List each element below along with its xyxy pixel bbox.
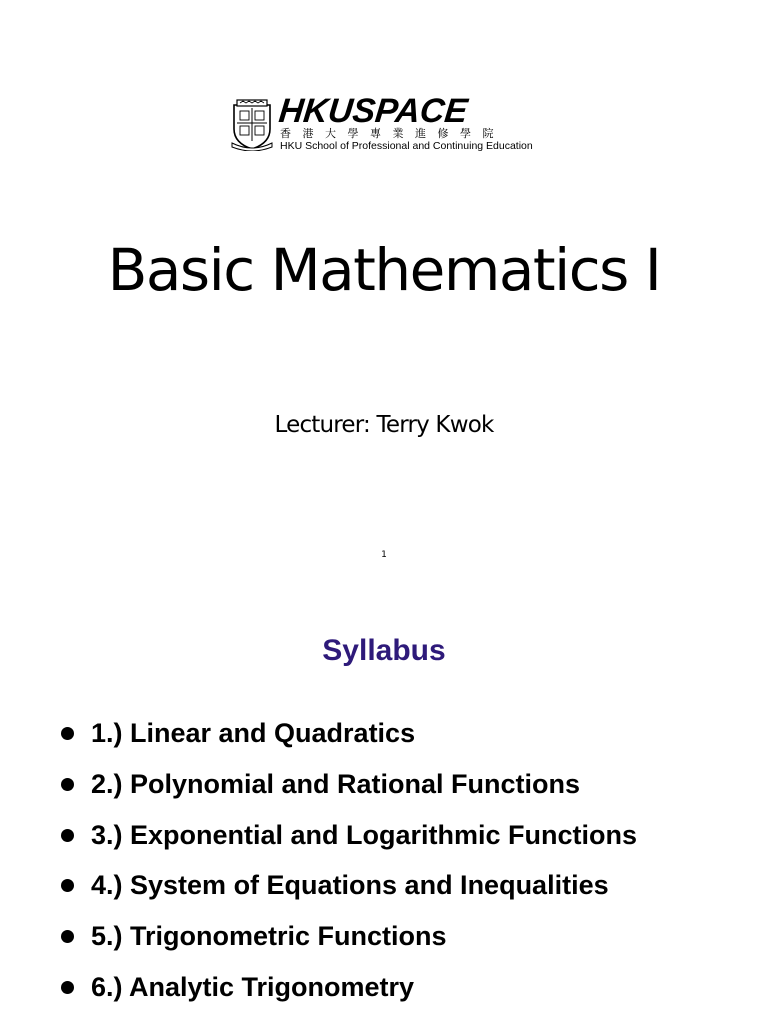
syllabus-item: [56, 763, 637, 814]
syllabus-item: [56, 712, 637, 763]
syllabus-item-label: 4.) System of Equations and Inequalities: [91, 870, 609, 901]
syllabus-heading: Syllabus: [322, 634, 446, 667]
logo-wordmark: HKUSPACE: [277, 92, 470, 130]
syllabus-item-label: 6.) Analytic Trigonometry: [91, 971, 415, 1002]
bullet-icon: [61, 778, 74, 791]
lecturer-name: Lecturer: Terry Kwok: [274, 412, 494, 438]
bullet-icon: [61, 930, 74, 943]
slide-title: Basic Mathematics I: [107, 236, 661, 304]
hku-crest-icon: [231, 99, 273, 151]
logo-org-name: HKU School of Professional and Continuing Education: [280, 140, 533, 152]
bullet-icon: [61, 981, 74, 994]
syllabus-item: [56, 814, 637, 865]
bullet-icon: [61, 829, 74, 842]
syllabus-item-label: 2.) Polynomial and Rational Functions: [91, 768, 581, 799]
syllabus-item-label: 3.) Exponential and Logarithmic Functions: [91, 819, 638, 850]
bullet-icon: [61, 879, 74, 892]
page-number: 1: [381, 550, 387, 560]
bullet-icon: [61, 727, 74, 740]
syllabus-item: [56, 966, 637, 1017]
syllabus-item-label: 5.) Trigonometric Functions: [91, 921, 447, 952]
syllabus-item: [56, 864, 637, 915]
logo-chinese-name: 香港大學專業進修學院: [280, 127, 505, 140]
hkuspace-logo: [231, 92, 541, 155]
syllabus-item-label: 1.) Linear and Quadratics: [91, 718, 416, 748]
syllabus-item: [56, 915, 637, 966]
syllabus-list: [56, 712, 637, 1017]
